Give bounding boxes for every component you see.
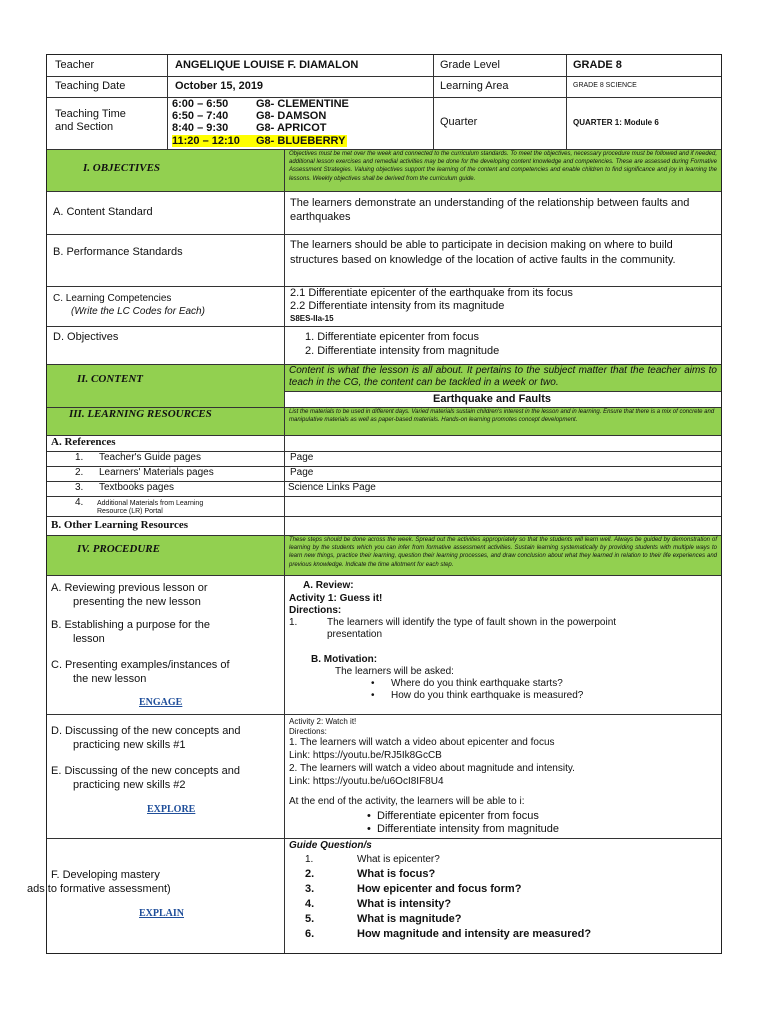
explore-outcome-1: Differentiate epicenter from focus (377, 810, 539, 822)
bullet-icon: • (367, 823, 371, 835)
content-standard-label-cell (47, 192, 285, 235)
step-e-line-2: practicing new skills #2 (73, 779, 186, 791)
guide-question: What is epicenter? (357, 854, 440, 865)
tg-label-cell (47, 452, 285, 467)
step-d-line-1: D. Discussing of the new concepts and (51, 725, 241, 737)
textbook-value: Science Links Page (288, 482, 376, 493)
content-standard-cell (285, 192, 721, 235)
competency-2: 2.2 Differentiate intensity from its magnitude (290, 300, 505, 312)
learning-area-value: GRADE 8 SCIENCE (573, 82, 637, 89)
lm-value: Page (290, 467, 314, 478)
activity-1-title: Activity 1: Guess it! (289, 593, 383, 604)
step-f-line-1: F. Developing mastery (51, 869, 160, 881)
objectives-note-cell (285, 150, 721, 192)
question-num: 5. (305, 913, 315, 925)
explore-directions: Directions: (289, 727, 327, 736)
engage-content-cell (285, 576, 721, 715)
question-num: 4. (305, 898, 315, 910)
explain-content-cell (285, 839, 721, 953)
quarter-label-cell (434, 98, 567, 150)
schedule-section: G8- BLUEBERRY (256, 135, 346, 147)
tg-label: Teacher's Guide pages (99, 452, 201, 463)
activity-2-title: Activity 2: Watch it! (289, 717, 357, 726)
tg-num: 1. (75, 452, 84, 463)
question-num: 1. (305, 854, 314, 865)
schedule-time: 8:40 – 9:30 (172, 122, 229, 134)
grade-level-value-cell (567, 55, 721, 77)
procedure-heading-cell (47, 536, 285, 576)
lm-label: Learners' Materials pages (99, 467, 214, 478)
topic-cell (285, 392, 721, 408)
objectives-heading: I. OBJECTIVES (83, 162, 161, 174)
explore-content-cell (285, 715, 721, 839)
lesson-plan-table (27, 54, 722, 954)
content-note-cell (285, 365, 721, 392)
teacher-label: Teacher (55, 59, 95, 71)
engage-link[interactable]: ENGAGE (139, 697, 183, 708)
explore-outcome-2: Differentiate intensity from magnitude (377, 823, 559, 835)
schedule-section: G8- DAMSON (256, 110, 327, 122)
bullet-icon: • (371, 678, 375, 689)
explore-link-1: Link: https://youtu.be/RJ5Ik8GcCB (289, 750, 442, 761)
direction-num: 1. (289, 617, 298, 628)
schedule-row (172, 110, 326, 122)
schedule-time: 6:00 – 6:50 (172, 98, 229, 110)
schedule-section: G8- APRICOT (256, 122, 327, 134)
other-resources-label: B. Other Learning Resources (51, 519, 189, 531)
competency-1: 2.1 Differentiate epicenter of the earthquake from its focus (290, 287, 573, 299)
teaching-date-cell (168, 77, 434, 98)
explore-label-cell (47, 715, 285, 839)
schedule-row (172, 122, 327, 134)
schedule-row (172, 98, 349, 110)
objectives-label-cell (47, 327, 285, 365)
motivation-heading: B. Motivation: (311, 654, 378, 665)
teaching-date-label: Teaching Date (55, 80, 126, 92)
explain-label-cell (27, 839, 285, 953)
lm-value-cell (285, 467, 721, 482)
schedule-section: G8- CLEMENTINE (256, 98, 349, 110)
explore-line-1: 1. The learners will watch a video about epicenter and focus (289, 737, 555, 748)
step-c-line-1: C. Presenting examples/instances of (51, 659, 230, 671)
quarter-value-cell (567, 98, 721, 150)
resources-note: List the materials to be used in different days. Varied materials sustain children's interest in the lesson and in learning. Ensure that there is a mix of concrete and manipulative materials as well as paper-based materials. Hands-on learning promotes concept development. (289, 409, 715, 424)
content-heading: II. CONTENT (77, 373, 144, 385)
learning-area-label: Learning Area (440, 80, 509, 92)
explore-link-2: Link: https://youtu.be/u6OcI8IF8U4 (289, 776, 444, 787)
schedule-time: 6:50 – 7:40 (172, 110, 229, 122)
grade-level-label: Grade Level (440, 59, 500, 71)
references-empty-cell (285, 436, 721, 452)
performance-standard: The learners should be able to participate in decision making on where to build structures based on knowledge of the location of active faults in the community. (290, 239, 676, 266)
competencies-cell (285, 287, 721, 327)
performance-label-cell (47, 235, 285, 287)
teaching-date-value: October 15, 2019 (175, 80, 264, 92)
motivation-question-2: How do you think earthquake is measured? (391, 690, 584, 701)
content-standard: The learners demonstrate an understanding of the relationship between faults and earthquakes (290, 197, 690, 223)
schedule-row-highlighted (172, 135, 347, 147)
time-section-label-cell (47, 98, 168, 150)
objective-2: 2. Differentiate intensity from magnitude (305, 345, 500, 357)
lr-portal-label-cell (47, 497, 285, 517)
objectives-heading-cell (47, 150, 285, 192)
step-a-line-2: presenting the new lesson (73, 596, 201, 608)
resources-heading: III. LEARNING RESOURCES (69, 408, 212, 420)
teacher-name: ANGELIQUE LOUISE F. DIAMALON (175, 59, 359, 71)
procedure-note-cell (285, 536, 721, 576)
question-num: 3. (305, 883, 315, 895)
bullet-icon: • (371, 690, 375, 701)
guide-question: What is magnitude? (357, 913, 462, 925)
references-label: A. References (51, 436, 116, 448)
lc-code: S8ES-IIa-15 (290, 314, 334, 323)
teacher-label-cell (47, 55, 168, 77)
competencies-label: C. Learning Competencies (53, 293, 172, 304)
content-heading-cell (47, 365, 285, 408)
other-resources-empty-cell (285, 517, 721, 536)
lr-portal-label-2: Resource (LR) Portal (97, 508, 163, 515)
guide-question: What is intensity? (357, 898, 452, 910)
explore-outcome-line: At the end of the activity, the learners will be able to i: (289, 796, 525, 807)
quarter-label: Quarter (440, 116, 478, 128)
guide-question: What is focus? (357, 868, 436, 880)
lr-portal-label-1: Additional Materials from Learning (97, 500, 204, 507)
lr-portal-value-cell (285, 497, 721, 517)
explain-link[interactable]: EXPLAIN (139, 908, 185, 919)
textbook-label: Textbooks pages (99, 482, 175, 493)
explore-line-2: 2. The learners will watch a video about magnitude and intensity. (289, 763, 575, 774)
competencies-label-cell (47, 287, 285, 327)
textbook-num: 3. (75, 482, 84, 493)
step-b-line-1: B. Establishing a purpose for the (51, 619, 210, 631)
performance-label: B. Performance Standards (53, 246, 183, 258)
direction-line-2: presentation (327, 629, 383, 640)
tg-value: Page (290, 452, 314, 463)
textbook-value-cell (285, 482, 721, 497)
competencies-sub: (Write the LC Codes for Each) (71, 306, 205, 317)
asked-line: The learners will be asked: (335, 666, 454, 677)
schedule-time: 11:20 – 12:10 (172, 135, 240, 147)
step-a-line-1: A. Reviewing previous lesson or (51, 582, 208, 594)
references-label-cell (47, 436, 285, 452)
guide-questions-heading: Guide Question/s (289, 840, 372, 851)
resources-heading-cell (47, 408, 285, 436)
procedure-note: These steps should be done across the week. Spread out the activities appropriately so that the students will learn well. Always be guided by demonstration of learning by the students which you can infer from formative assessment activities. Sustain learning systematically by providing students with multiple ways to learn new things, practice their learning, question their learning processes, and draw conclusion about what they learned in relation to their life experiences and previous knowledge. Indicate the time allotment for each step. (289, 537, 717, 568)
quarter-value: QUARTER 1: Module 6 (573, 118, 659, 127)
time-section-label-1: Teaching Time (55, 108, 126, 120)
objectives-note: Objectives must be met over the week and connected to the curriculum standards. To meet the objectives, necessary procedure must be followed and if needed, additional lesson exercises and remedial activities may be done for the developing content knowledge and competencies. These are assessed during Formative Assessment Strategies. Valuing objectives support the learning of the content and competencies and enable children to find significance and joy in learning the lessons. Weekly objectives shall be derived from the curriculum guide. (289, 151, 717, 182)
tg-value-cell (285, 452, 721, 467)
question-num: 2. (305, 868, 315, 880)
content-standard-label: A. Content Standard (53, 206, 153, 218)
learning-area-value-cell (567, 77, 721, 98)
review-heading: A. Review: (303, 580, 354, 591)
step-b-line-2: lesson (73, 633, 105, 645)
objective-1: 1. Differentiate epicenter from focus (305, 331, 480, 343)
other-resources-label-cell (47, 517, 285, 536)
lm-num: 2. (75, 467, 84, 478)
step-f-line-2: ads to formative assessment) (27, 883, 171, 895)
question-num: 6. (305, 928, 315, 940)
objectives-list-cell (285, 327, 721, 365)
guide-question: How magnitude and intensity are measured? (357, 928, 592, 940)
teaching-date-label-cell (47, 77, 168, 98)
grade-level-value: GRADE 8 (573, 59, 622, 71)
explore-link[interactable]: EXPLORE (147, 804, 196, 815)
step-d-line-2: practicing new skills #1 (73, 739, 186, 751)
learning-area-label-cell (434, 77, 567, 98)
bullet-icon: • (367, 810, 371, 822)
motivation-question-1: Where do you think earthquake starts? (391, 678, 563, 689)
textbook-label-cell (47, 482, 285, 497)
content-note: Content is what the lesson is all about. It pertains to the subject matter that the teacher aims to teach in the CG, the content can be tackled in a week or two. (289, 365, 717, 388)
direction-line-1: The learners will identify the type of fault shown in the powerpoint (327, 617, 617, 628)
step-c-line-2: the new lesson (73, 673, 147, 685)
schedule-cell (168, 98, 434, 150)
objectives-label: D. Objectives (53, 331, 119, 343)
topic: Earthquake and Faults (433, 393, 551, 405)
lm-label-cell (47, 467, 285, 482)
time-section-label-2: and Section (55, 121, 114, 133)
directions-label: Directions: (289, 605, 342, 616)
resources-note-cell (285, 408, 721, 436)
teacher-name-cell (168, 55, 434, 77)
engage-label-cell (47, 576, 285, 715)
step-e-line-1: E. Discussing of the new concepts and (51, 765, 240, 777)
lr-portal-num: 4. (75, 497, 84, 508)
procedure-heading: IV. PROCEDURE (77, 543, 160, 555)
performance-cell (285, 235, 721, 287)
grade-level-label-cell (434, 55, 567, 77)
guide-question: How epicenter and focus form? (357, 883, 522, 895)
